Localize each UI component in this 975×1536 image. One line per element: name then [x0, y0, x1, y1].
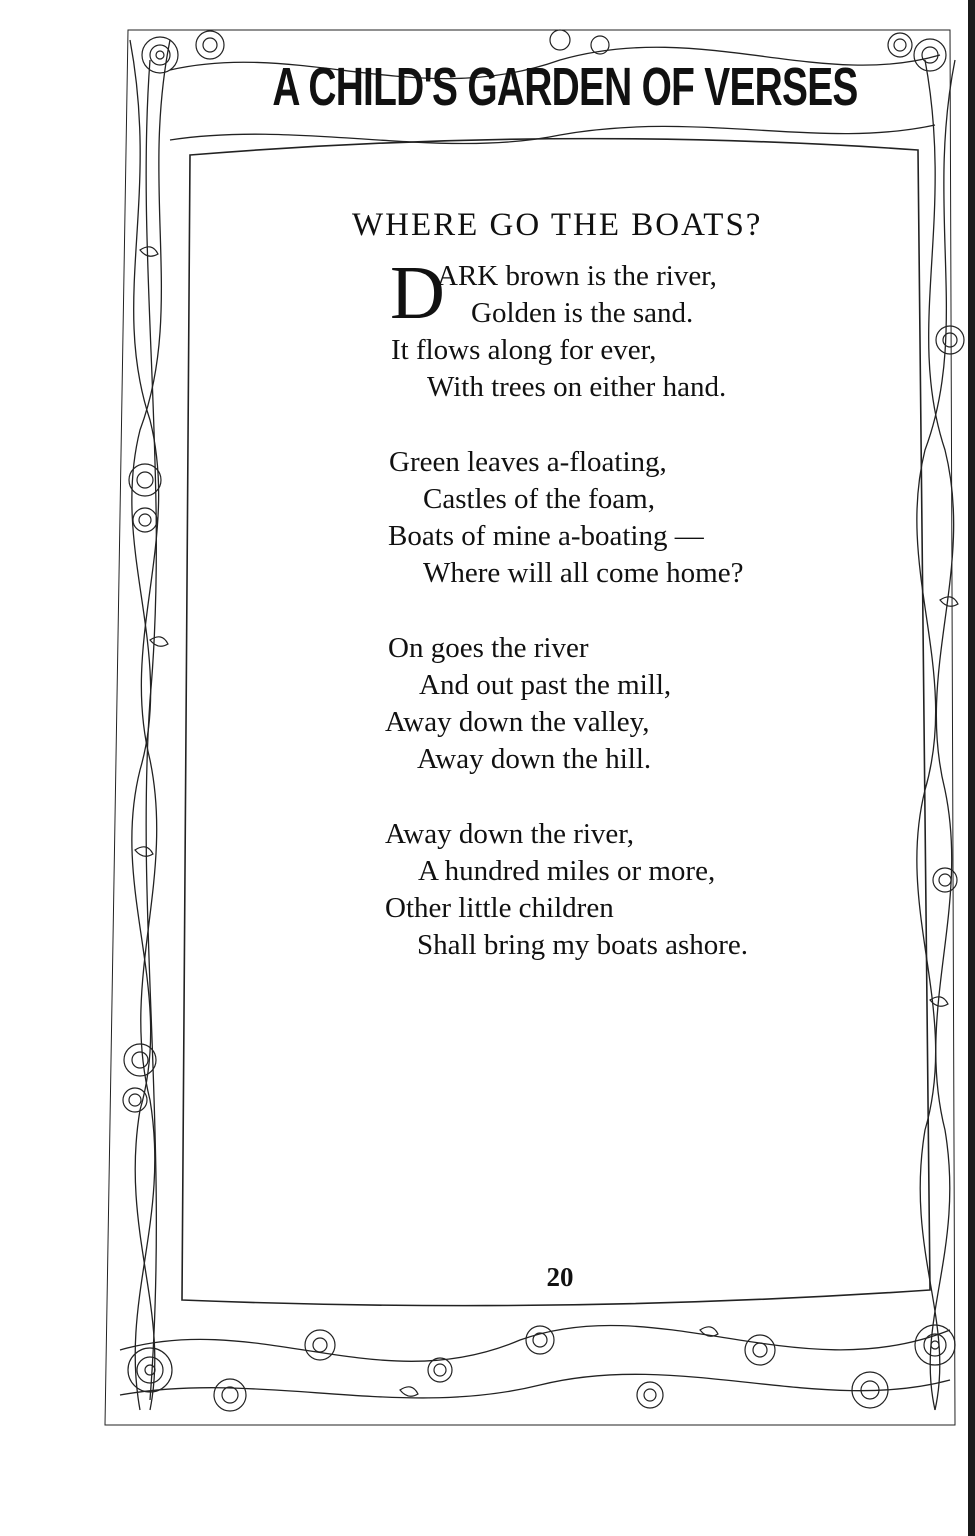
page-edge-shadow [968, 0, 975, 1536]
poem-line: Other little children [385, 892, 614, 924]
poem-line: On goes the river [388, 632, 589, 664]
poem-line: Boats of mine a-boating — [388, 520, 704, 552]
drop-cap: D [390, 251, 445, 335]
poem-line: With trees on either hand. [427, 371, 727, 403]
page-number: 20 [546, 1262, 574, 1292]
poem-line: Away down the river, [385, 818, 635, 850]
poem-line: Shall bring my boats ashore. [417, 929, 749, 961]
poem-line: And out past the mill, [419, 669, 672, 701]
running-title: A CHILD'S GARDEN OF VERSES [272, 57, 858, 117]
poem-line: Where will all come home? [423, 557, 744, 589]
poem-line: A hundred miles or more, [418, 855, 716, 887]
poem-line: Golden is the sand. [471, 297, 694, 329]
stanza-1 [385, 251, 727, 406]
poem-line: It flows along for ever, [391, 334, 657, 366]
poem-line: Castles of the foam, [423, 483, 655, 515]
stanza-2 [385, 444, 743, 592]
poem-line: Away down the hill. [417, 743, 652, 775]
stanza-3 [385, 630, 671, 778]
poem-line: Away down the valley, [385, 706, 650, 738]
line-text: ARK brown is the river, [437, 260, 717, 292]
stanza-4 [385, 816, 748, 964]
poem-title: WHERE GO THE BOATS? [352, 207, 763, 243]
poem-line: Green leaves a-floating, [389, 446, 667, 478]
